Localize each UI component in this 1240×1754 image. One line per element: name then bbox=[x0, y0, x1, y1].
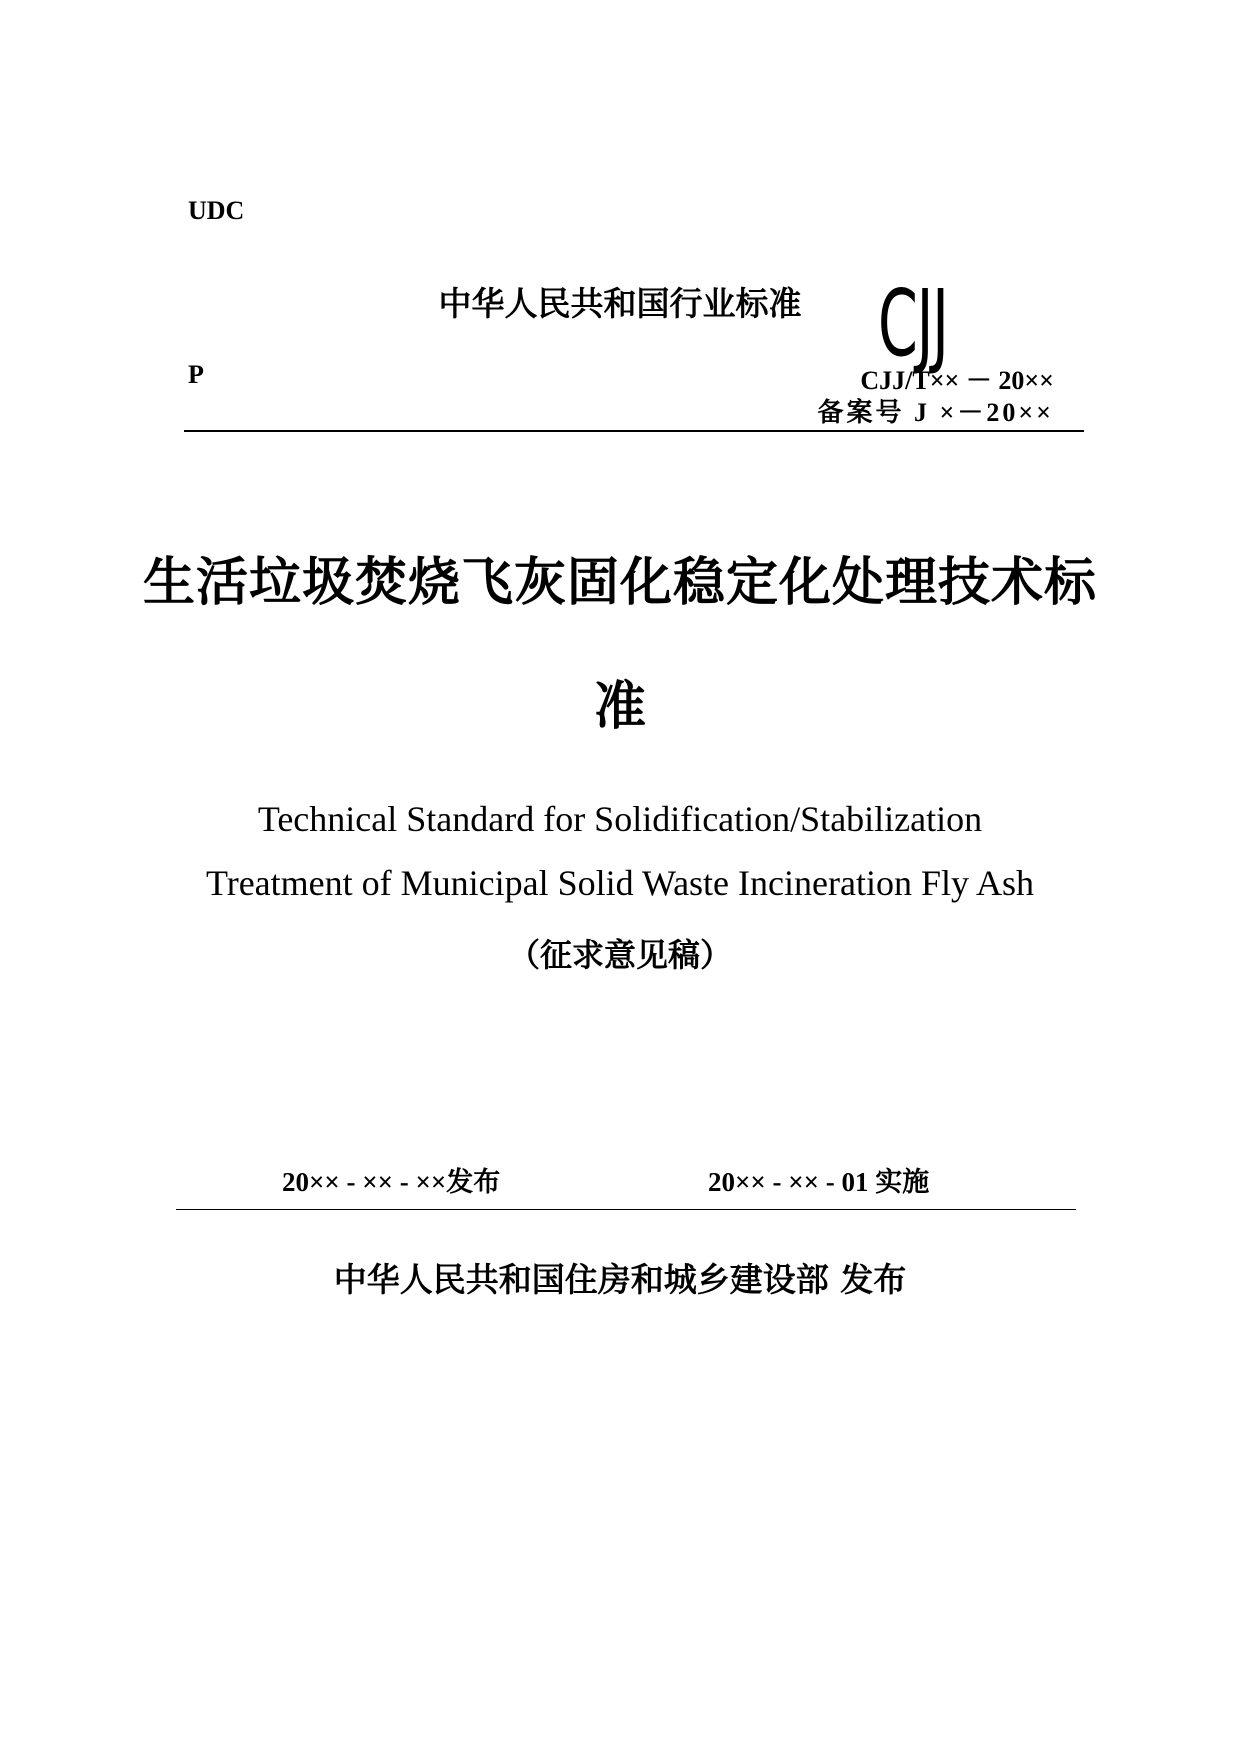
effective-date: 20×× - ×× - 01 实施 bbox=[708, 1167, 930, 1197]
publisher: 中华人民共和国住房和城乡建设部 发布 bbox=[333, 1260, 907, 1299]
footer-divider bbox=[176, 1209, 1076, 1210]
record-number: 备案号 J ×－20×× bbox=[817, 398, 1054, 427]
header-divider bbox=[184, 430, 1084, 432]
issue-date: 20×× - ×× - ××发布 bbox=[282, 1167, 501, 1197]
standard-number: CJJ/T×× － 20×× bbox=[860, 366, 1054, 395]
industry-standard-heading: 中华人民共和国行业标准 bbox=[438, 284, 802, 323]
draft-status-label: （征求意见稿） bbox=[507, 936, 732, 974]
udc-label: UDC bbox=[188, 196, 245, 225]
cjj-logo: CJJ bbox=[878, 270, 948, 377]
document-title-en-line-1: Technical Standard for Solidification/Stabilization bbox=[257, 799, 983, 839]
document-title-cn-line-1: 生活垃圾焚烧飞灰固化稳定化处理技术标 bbox=[142, 553, 1097, 613]
classification-code: P bbox=[188, 360, 204, 389]
document-title-cn-line-2: 准 bbox=[593, 677, 646, 737]
document-title-en-line-2: Treatment of Municipal Solid Waste Incineration Fly Ash bbox=[205, 863, 1035, 903]
